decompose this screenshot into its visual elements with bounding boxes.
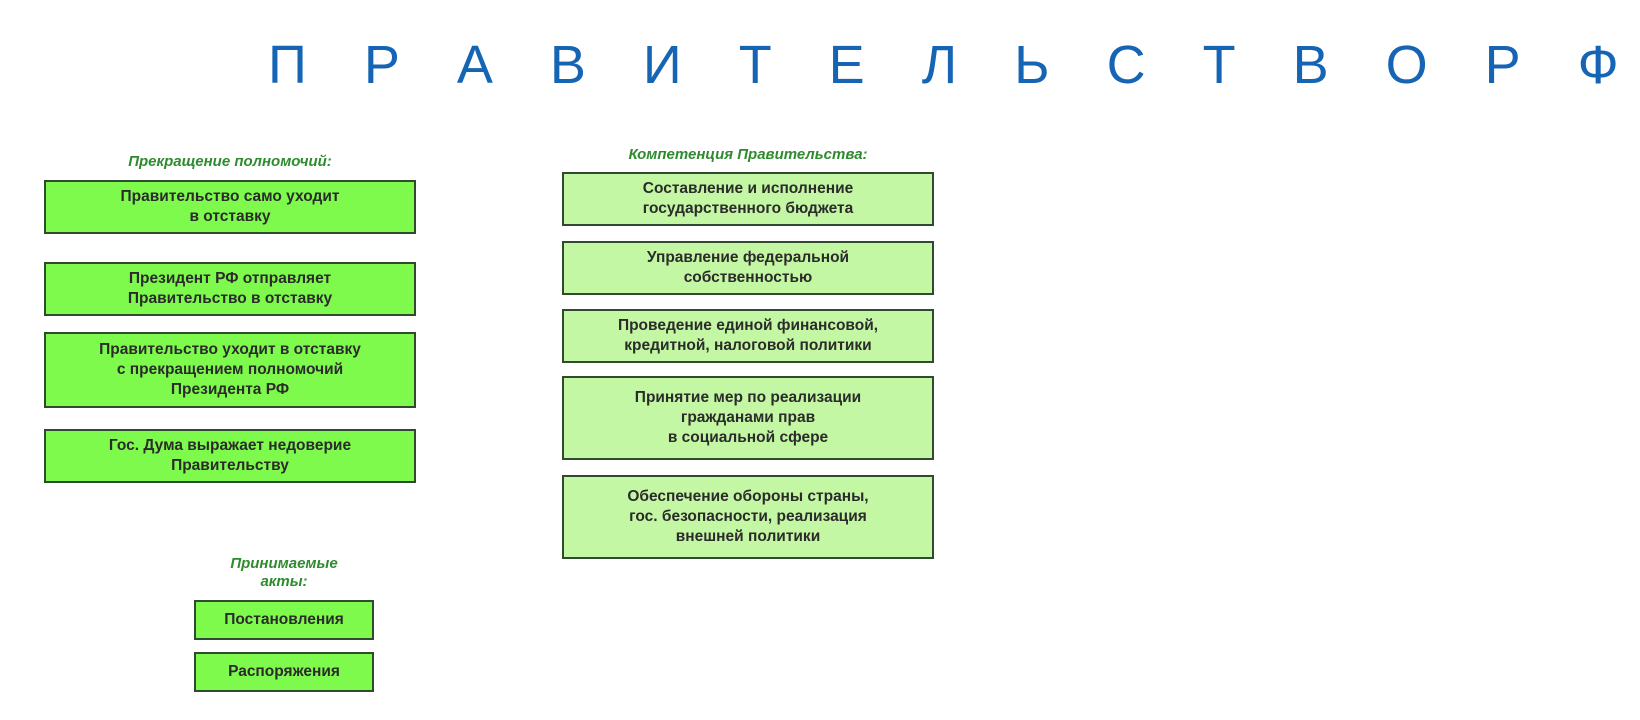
competence-heading: Компетенция Правительства:: [628, 146, 868, 163]
termination-item-president-term-ends: Правительство уходит в отставку с прекращением полномочий Президента РФ: [44, 332, 416, 408]
termination-item-self-resign: Правительство само уходит в отставку: [44, 180, 416, 234]
acts-heading: Принимаемые акты:: [230, 555, 338, 590]
acts-item-resolutions: Постановления: [194, 600, 374, 640]
competence-item-budget: Составление и исполнение государственного бюджета: [562, 172, 934, 226]
termination-heading: Прекращение полномочий:: [128, 153, 332, 170]
acts-item-orders: Распоряжения: [194, 652, 374, 692]
competence-item-social-rights: Принятие мер по реализации гражданами прав в социальной сфере: [562, 376, 934, 460]
termination-item-president-dismisses: Президент РФ отправляет Правительство в отставку: [44, 262, 416, 316]
competence-item-defense: Обеспечение обороны страны, гос. безопасности, реализация внешней политики: [562, 475, 934, 559]
competence-item-property: Управление федеральной собственностью: [562, 241, 934, 295]
competence-item-financial-policy: Проведение единой финансовой, кредитной, налоговой политики: [562, 309, 934, 363]
termination-item-duma-no-confidence: Гос. Дума выражает недоверие Правительству: [44, 429, 416, 483]
page-title: П Р А В И Т Е Л Ь С Т В О Р Ф: [268, 35, 1640, 95]
